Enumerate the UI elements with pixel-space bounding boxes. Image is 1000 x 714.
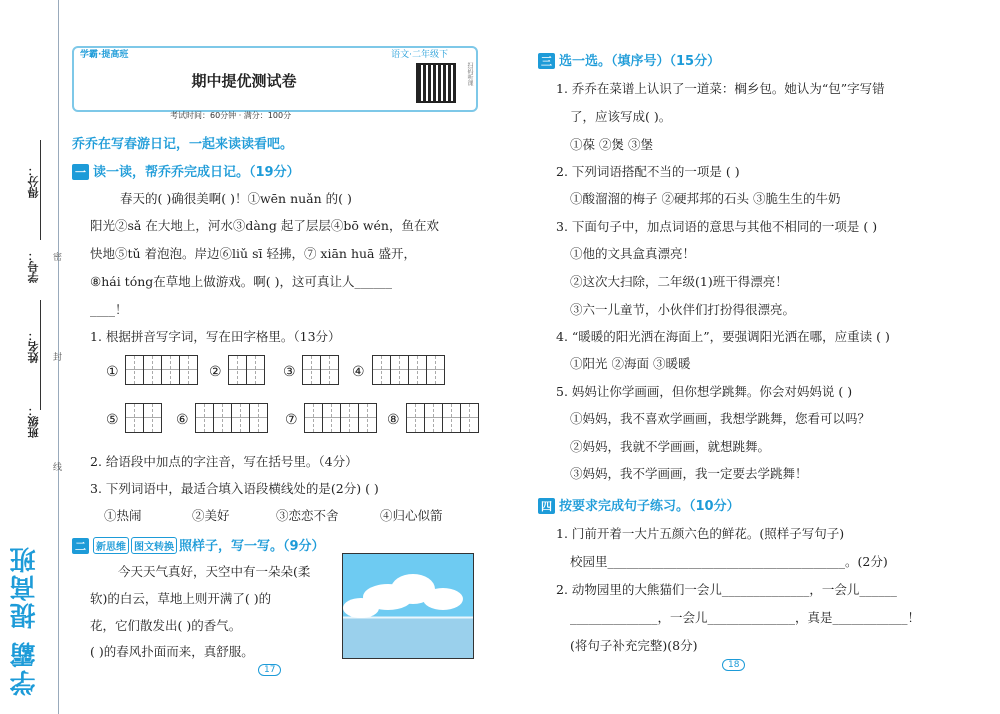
s4-line-4: ______________，一会儿______________，真是____________！	[570, 610, 921, 625]
q3-option-4: ④归心似箭	[380, 508, 443, 523]
pinyin-grid-7[interactable]	[305, 403, 377, 433]
page-number-left: 17	[258, 664, 281, 676]
section-3-number: 三	[538, 53, 555, 69]
pinyin-grid-1[interactable]	[126, 355, 198, 385]
s3-line-11: ①阳光 ②海面 ③暖暖	[570, 356, 691, 371]
cut-mark-3: 密	[53, 253, 63, 263]
section-2-line-4: ( )的春风扑面而来，真舒服。	[90, 644, 254, 659]
passage-line-4: ⑧hái tóng在草地上做游戏。啊( )，这可真让人______	[90, 274, 393, 289]
name-label: 姓名：	[27, 330, 40, 363]
section-1-heading	[72, 161, 300, 180]
section-4-title: 按要求完成句子练习。（10分）	[559, 499, 740, 514]
section-2-heading	[72, 535, 325, 554]
s4-line-1: 1. 门前开着一大片五颜六色的鲜花。(照样子写句子)	[556, 526, 845, 541]
s3-line-15: ③妈妈，我不学画画，我一定要去学跳舞！	[570, 466, 808, 481]
q3-option-1: ①热闹	[104, 508, 142, 523]
spring-scene-image	[342, 553, 474, 659]
pinyin-grid-2[interactable]	[229, 355, 265, 385]
section-2-line-1: 今天天气真好，天空中有一朵朵(柔	[118, 564, 311, 579]
s3-line-10: 4. “暖暖的阳光洒在海面上”，要强调阳光洒在哪，应重读 ( )	[556, 329, 890, 344]
s3-line-4: 2. 下列词语搭配不当的一项是 ( )	[556, 164, 740, 179]
q3-option-3: ③恋恋不舍	[276, 508, 339, 523]
pinyin-grid-6[interactable]	[196, 403, 268, 433]
exam-meta: 考试时间：60分钟 · 满分：100分	[170, 111, 292, 120]
exam-header	[72, 46, 478, 112]
grid-label-8: ⑧	[387, 412, 400, 428]
cloud-4	[343, 598, 379, 618]
section-2-line-2: 软)的白云，草地上则开满了( )的	[90, 591, 272, 606]
grid-label-4: ④	[352, 364, 365, 380]
section-3-title: 选一选。（填序号）（15分）	[559, 54, 721, 69]
s3-line-12: 5. 妈妈让你学画画，但你想学跳舞。你会对妈妈说 ( )	[556, 384, 853, 399]
s3-line-3: ①葆 ②煲 ③堡	[570, 137, 653, 152]
passage-line-2: 阳光②sǎ 在大地上，河水③dàng 起了层层④bō wén，鱼在欢	[90, 218, 439, 233]
s3-line-2: 了，应该写成( )。	[570, 109, 672, 124]
tag-new-thinking: 新思维	[93, 537, 129, 554]
s3-line-9: ③六一儿童节，小伙伴们打扮得很漂亮。	[570, 302, 796, 317]
section-2-title: 照样子，写一写。（9分）	[179, 539, 325, 554]
q3-option-2: ②美好	[192, 508, 230, 523]
passage-line-1: 春天的( )确很美啊( )！①wēn nuǎn 的( )	[120, 191, 352, 206]
grid-label-5: ⑤	[106, 412, 119, 428]
question-1-2: 2. 给语段中加点的字注音，写在括号里。（4分）	[90, 454, 358, 469]
intro-text: 乔乔在写春游日记，一起来读读看吧。	[72, 137, 294, 152]
cut-mark-1: 线	[53, 463, 63, 473]
grid-label-7: ⑦	[285, 412, 298, 428]
s3-line-8: ②这次大扫除，二年级(1)班干得漂亮！	[570, 274, 788, 289]
section-4-number: 四	[538, 498, 555, 514]
grid-label-2: ②	[209, 364, 222, 380]
cut-mark-2: 封	[53, 353, 63, 363]
brand-logo: 学霸 提高班	[10, 545, 40, 697]
pinyin-grid-4[interactable]	[373, 355, 445, 385]
section-3-heading	[538, 50, 720, 69]
pinyin-grid-8[interactable]	[407, 403, 479, 433]
s3-line-1: 1. 乔乔在菜谱上认识了一道菜：榈乡包。她认为“包”字写错	[556, 81, 885, 96]
section-2-number: 二	[72, 538, 89, 554]
page-number-right: 18	[722, 659, 745, 671]
grid-label-6: ⑥	[176, 412, 189, 428]
pinyin-grid-3[interactable]	[303, 355, 339, 385]
binding-strip	[0, 0, 62, 714]
qr-code-icon[interactable]	[416, 63, 456, 103]
grade-label: 语文·二年级下	[391, 50, 448, 60]
section-1-title: 读一读，帮乔乔完成日记。（19分）	[93, 165, 300, 180]
s3-line-7: ①他的文具盒真漂亮！	[570, 246, 696, 261]
id-label: 学号：	[27, 250, 40, 283]
cloud-3	[423, 588, 463, 610]
tag-image-text: 图文转换	[131, 537, 177, 554]
section-1-number: 一	[72, 164, 89, 180]
question-1-1: 1. 根据拼音写字词，写在田字格里。（13分）	[90, 329, 341, 344]
section-4-heading	[538, 495, 740, 514]
score-label: 得分：	[27, 165, 40, 198]
s4-line-5: (将句子补充完整)(8分)	[570, 638, 698, 653]
passage-line-3: 快地⑤tǔ 着泡泡。岸边⑥liǔ sī 轻拂，⑦ xiān huā 盛开，	[90, 246, 416, 261]
grid-label-1: ①	[106, 364, 119, 380]
series-label: 学霸·提高班	[80, 50, 129, 60]
s3-line-13: ①妈妈，我不喜欢学画画，我想学跳舞，您看可以吗？	[570, 411, 871, 426]
s4-line-3: 2. 动物园里的大熊猫们一会儿______________，一会儿______	[556, 582, 897, 597]
passage-line-5: ____！	[90, 302, 128, 317]
exam-title: 期中提优测试卷	[191, 72, 297, 90]
question-1-3: 3. 下列词语中，最适合填入语段横线处的是(2分) ( )	[90, 481, 379, 496]
grid-label-3: ③	[283, 364, 296, 380]
pinyin-grid-5[interactable]	[126, 403, 162, 433]
s3-line-5: ①酸溜溜的梅子 ②硬邦邦的石头 ③脆生生的牛奶	[570, 191, 841, 206]
qr-note: 扫码听课	[466, 62, 473, 86]
s3-line-14: ②妈妈，我就不学画画，就想跳舞。	[570, 439, 771, 454]
class-label: 班级：	[27, 405, 40, 438]
section-2-line-3: 花，它们散发出( )的香气。	[90, 618, 242, 633]
s4-line-2: 校园里______________________________________。(2分)	[570, 554, 888, 569]
s3-line-6: 3. 下面句子中，加点词语的意思与其他不相同的一项是 ( )	[556, 219, 878, 234]
